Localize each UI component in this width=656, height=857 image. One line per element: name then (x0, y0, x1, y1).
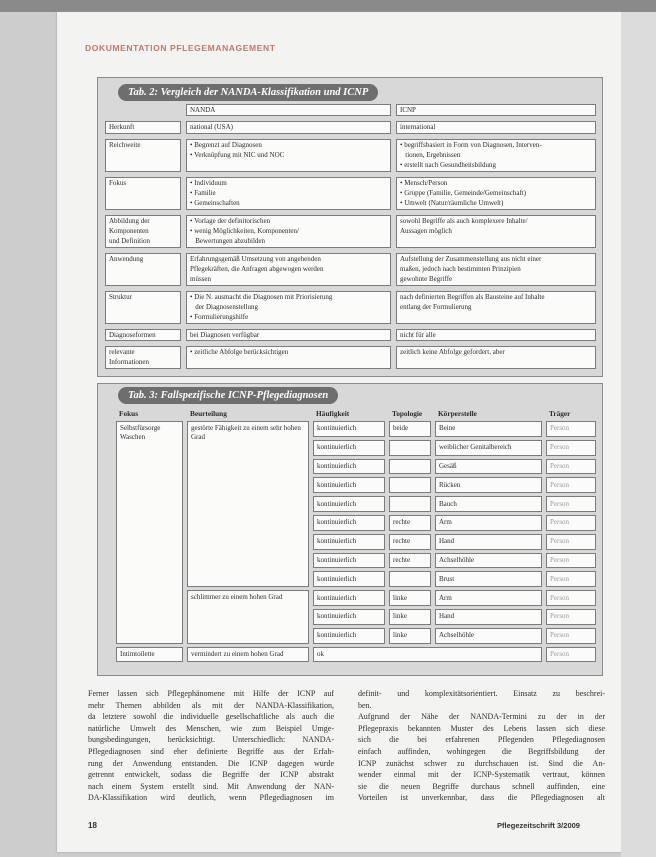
topologie-cell: linke (389, 628, 431, 644)
topologie-cell (389, 440, 431, 456)
table-3-box (97, 383, 603, 676)
haeufigkeit-cell: kontinuierlich (313, 515, 385, 531)
topologie-cell (389, 496, 431, 512)
cell-line: • Mensch/Person (400, 178, 448, 187)
topologie-cell: rechte (389, 534, 431, 550)
topologie-cell (389, 477, 431, 493)
koerperstelle-cell: Hand (435, 534, 542, 550)
text-line: ICNP zunächst schwer zu durchschauen ist. Sind die An- (358, 758, 605, 768)
cell-line: • zeitliche Abfolge berücksichtigen (190, 347, 289, 356)
cell-line: • Vorlage der definitorischen (190, 216, 271, 225)
row-label-line: Herkunft (109, 123, 135, 132)
row-label (105, 139, 181, 172)
haeufigkeit-cell: kontinuierlich (313, 628, 385, 644)
koerperstelle-cell: Achselhöhle (435, 628, 542, 644)
table-row (105, 121, 596, 133)
cell-line: • Familie (190, 188, 216, 197)
haeufigkeit-cell: kontinuierlich (313, 571, 385, 587)
topologie-cell: linke (389, 590, 431, 606)
icnp-cell (396, 121, 596, 133)
koerperstelle-cell: Beine (435, 421, 542, 437)
row-label (105, 291, 181, 324)
cell-line: Bewertungen abzubilden (190, 237, 266, 246)
text-line: Aufgrund der Nähe der NANDA-Termini zu der in der (358, 712, 605, 722)
table-row (116, 590, 596, 606)
nanda-cell (186, 121, 391, 133)
icnp-cell (396, 139, 596, 172)
row-label (105, 329, 181, 341)
row-label-line: Anwendung (109, 254, 144, 263)
topologie-cell: linke (389, 609, 431, 625)
cell-line: zeitlich keine Abfolge gefordert, aber (400, 347, 505, 356)
koerperstelle-cell: Bauch (435, 496, 542, 512)
table-row (105, 329, 596, 341)
haeufigkeit-cell: kontinuierlich (313, 590, 385, 606)
text-line: da letztere sowohl die individuelle gesellschaftliche als auch die (88, 712, 334, 722)
header-blank-cell (105, 104, 181, 116)
cell-line: • Begrenzt auf Diagnosen (190, 140, 262, 149)
text-line: sie die neuen Begriffe durchaus schnell auffinden, eine (358, 781, 605, 791)
traeger-cell: Person (546, 553, 596, 569)
row-label-line: Struktur (109, 292, 132, 301)
row-label-line: Komponenten (109, 226, 149, 235)
table-row (116, 647, 596, 663)
text-line: einfach auffinden, wohingegen die Begriffsbildung der (358, 746, 605, 756)
traeger-cell: Person (546, 477, 596, 493)
haeufigkeit-cell: kontinuierlich (313, 459, 385, 475)
nanda-cell (186, 139, 391, 172)
cell-line: tionen, Ergebnissen (400, 150, 461, 159)
table-row (105, 346, 596, 369)
row-label-line: Abbildung der (109, 216, 150, 225)
topologie-cell (389, 571, 431, 587)
cell-line: • Gruppe (Familie, Gemeinde/Gemeinschaft) (400, 188, 527, 197)
koerperstelle-cell: Hand (435, 609, 542, 625)
fokus-cell: Selbstfürsorge Waschen (116, 421, 183, 644)
traeger-cell: Person (546, 421, 596, 437)
text-line: sich die bei erfahrenen Pflegenden Pflegediagnosen (358, 735, 605, 745)
nanda-cell (186, 177, 391, 210)
cell-line: • wenig Möglichkeiten, Komponenten/ (190, 226, 299, 235)
column-header-fokus: Fokus (119, 408, 139, 418)
traeger-cell: Person (546, 571, 596, 587)
text-line: getrennt entwickelt, sodass die Begriffe der ICNP abstrakt (88, 770, 334, 780)
cell-line: • Gemeinschaften (190, 199, 240, 208)
text-line: wender einmal mit der ICNP-Systematik vertraut, können (358, 770, 605, 780)
table-row (105, 177, 596, 210)
table-row (105, 291, 596, 324)
nanda-cell (186, 253, 391, 286)
row-label-line: Diagnoseformen (109, 330, 156, 339)
koerperstelle-cell: Brust (435, 571, 542, 587)
cell-line: nach definierten Begriffen als Bausteine auf Inhalte (400, 292, 545, 301)
column-header-beurteilung: Beurteilung (190, 408, 227, 418)
table-row (105, 215, 596, 248)
koerperstelle-cell: Achselhöhle (435, 553, 542, 569)
cell-line: national (USA) (190, 123, 233, 132)
cell-line: maßen, jedoch nach bestimmten Prinzipien (400, 264, 521, 273)
haeufigkeit-cell: kontinuierlich (313, 496, 385, 512)
cell-line: gewohnte Begriffe (400, 275, 453, 284)
text-line: nach einem System erstellt sind. Mit Anwendung der NAN- (88, 781, 334, 791)
text-line: DA-Klassifikation wird deutlich, wenn Pflegediagnosen im (88, 793, 334, 803)
row-label (105, 215, 181, 248)
traeger-cell: Person (546, 496, 596, 512)
table-header-row (116, 408, 596, 418)
traeger-cell: Person (546, 628, 596, 644)
haeufigkeit-cell: kontinuierlich (313, 440, 385, 456)
table-header-row (105, 104, 596, 116)
nanda-cell (186, 329, 391, 341)
cell-line: müssen (190, 275, 211, 284)
cell-line: • begriffsbasiert in Form von Diagnosen, Interven- (400, 140, 542, 149)
table-row (116, 421, 596, 437)
koerperstelle-cell: Arm (435, 515, 542, 531)
cell-line: bei Diagnosen verfügbar (190, 330, 260, 339)
column-header-nanda: NANDA (186, 104, 391, 116)
text-line: bungsbedingungen, berücksichtigt. Unterschiedlich: NANDA- (88, 735, 334, 745)
cell-line: • erstellt nach Gesundheitsbildung (400, 161, 496, 170)
traeger-cell: Person (546, 609, 596, 625)
column-header-traeger: Träger (549, 408, 571, 418)
traeger-cell: Person (546, 590, 596, 606)
topologie-cell: rechte (389, 515, 431, 531)
koerperstelle-cell: Rücken (435, 477, 542, 493)
column-header-haeufigkeit: Häufigkeit (316, 408, 350, 418)
icnp-diagnoses-table (112, 405, 600, 665)
cell-line: sowohl Begriffe als auch komplexere Inhalte/ (400, 216, 528, 225)
scan-top-band (0, 0, 656, 12)
row-label-line: Reichweite (109, 140, 141, 149)
text-line: Vorteilen ist unverkennbar, dass die Pflegediagnosen alt (358, 793, 605, 803)
column-header-koerperstelle: Körperstelle (438, 408, 477, 418)
haeufigkeit-cell: ok (313, 647, 542, 663)
icnp-cell (396, 253, 596, 286)
koerperstelle-cell: Arm (435, 590, 542, 606)
table-2-box (97, 77, 603, 377)
beurteilung-cell: gestörte Fähigkeit zu einem sehr hohen Grad (187, 421, 309, 587)
cell-line: Aufstellung der Zusammenstellung aus nicht einer (400, 254, 542, 263)
cell-line: • Die N. ausmacht die Diagnosen mit Priorisierung (190, 292, 333, 301)
table-row (105, 139, 596, 172)
table-2-title: Tab. 2: Vergleich der NANDA-Klassifikation und ICNP (118, 84, 378, 101)
cell-line: Aussagen möglich (400, 226, 452, 235)
cell-line: • Umwelt (Natur/räumliche Umwelt) (400, 199, 504, 208)
text-line: Pflegediagnosen sind eher definierte Begriffe aus der Erfah- (88, 746, 334, 756)
cell-line: • Individuum (190, 178, 227, 187)
text-line: definit- und komplexitätsorientiert. Einsatz zu beschrei- (358, 689, 605, 698)
cell-line: • Formulierungshilfe (190, 313, 249, 322)
koerperstelle-cell: Gesäß (435, 459, 542, 475)
page-number: 18 (88, 821, 97, 830)
icnp-cell (396, 177, 596, 210)
row-label (105, 346, 181, 369)
text-line: rung der Anwendung entstanden. Die ICNP dagegen wurde (88, 758, 334, 768)
row-label-line: Informationen (109, 358, 150, 367)
table-3-title: Tab. 3: Fallspezifische ICNP-Pflegediagnosen (118, 387, 338, 404)
text-line: ben. (358, 700, 372, 710)
traeger-cell: Person (546, 459, 596, 475)
row-label (105, 121, 181, 133)
journal-footer: Pflegezeitschrift 3/2009 (497, 821, 580, 830)
beurteilung-cell: vermindert zu einem hohen Grad (187, 647, 309, 663)
cell-line: Pflegekräften, die Anfragen abgewogen werden (190, 264, 324, 273)
haeufigkeit-cell: kontinuierlich (313, 534, 385, 550)
column-header-icnp: ICNP (396, 104, 596, 116)
nanda-icnp-comparison-table (100, 99, 601, 374)
nanda-cell (186, 346, 391, 369)
row-label (105, 253, 181, 286)
cell-line: international (400, 123, 436, 132)
koerperstelle-cell: weiblicher Genitalbereich (435, 440, 542, 456)
cell-line: entlang der Formulierung (400, 302, 472, 311)
text-line: mehr Themen abbilden als mit der NANDA-Klassifikation, (88, 700, 334, 710)
nanda-cell (186, 215, 391, 248)
cell-line: der Diagnosenstellung (190, 302, 259, 311)
body-text-left-column (88, 688, 334, 804)
row-label-line: Fokus (109, 178, 127, 187)
nanda-cell (186, 291, 391, 324)
table-row (105, 253, 596, 286)
traeger-cell: Person (546, 534, 596, 550)
icnp-cell (396, 291, 596, 324)
row-label-line: und Definition (109, 237, 151, 246)
topologie-cell: beide (389, 421, 431, 437)
traeger-cell: Person (546, 647, 596, 663)
fokus-cell: Intimtoilette (116, 647, 183, 663)
cell-line: • Verknüpfung mit NIC und NOC (190, 150, 285, 159)
beurteilung-cell: schlimmer zu einem hohen Grad (187, 590, 309, 643)
icnp-cell (396, 346, 596, 369)
text-line: natürliche Umwelt des Menschen, wie zum Beispiel Umge- (88, 723, 334, 733)
row-label (105, 177, 181, 210)
haeufigkeit-cell: kontinuierlich (313, 609, 385, 625)
traeger-cell: Person (546, 440, 596, 456)
traeger-cell: Person (546, 515, 596, 531)
haeufigkeit-cell: kontinuierlich (313, 477, 385, 493)
haeufigkeit-cell: kontinuierlich (313, 553, 385, 569)
haeufigkeit-cell: kontinuierlich (313, 421, 385, 437)
column-header-topologie: Topologie (392, 408, 423, 418)
section-header: DOKUMENTATION PFLEGEMANAGEMENT (85, 43, 276, 53)
row-label-line: relevante (109, 347, 135, 356)
topologie-cell: rechte (389, 553, 431, 569)
text-line: Ferner lassen sich Pflegephänomene mit Hilfe der ICNP auf (88, 689, 334, 698)
scan-right-margin (621, 12, 656, 857)
cell-line: Erfahrungsgemäß Umsetzung von angehenden (190, 254, 321, 263)
topologie-cell (389, 459, 431, 475)
text-line: Pflegepraxis bekannten Muster des Lebens lassen sich diese (358, 723, 605, 733)
body-text-right-column (358, 688, 605, 804)
cell-line: nicht für alle (400, 330, 436, 339)
icnp-cell (396, 215, 596, 248)
icnp-cell (396, 329, 596, 341)
